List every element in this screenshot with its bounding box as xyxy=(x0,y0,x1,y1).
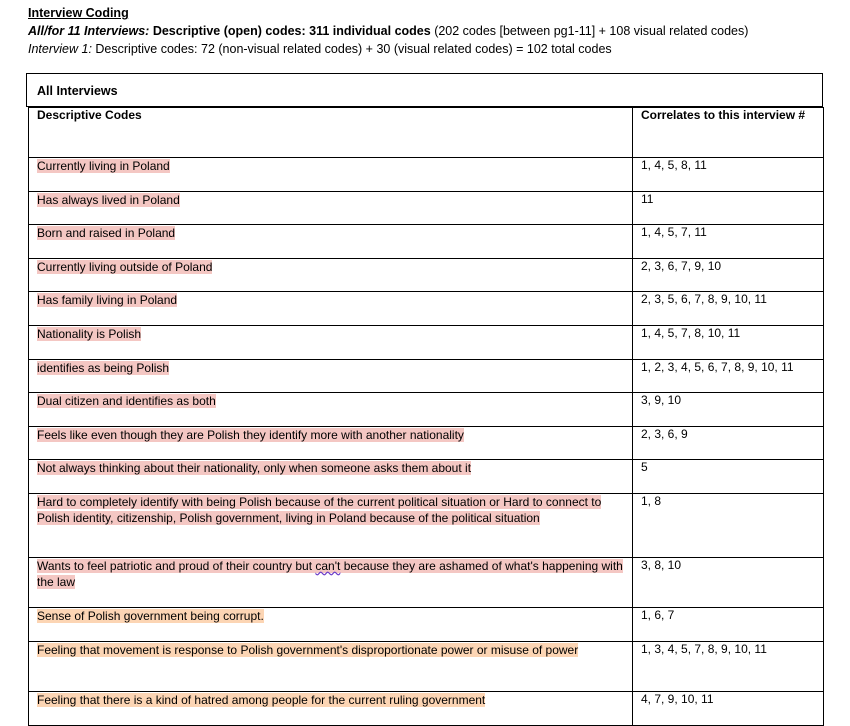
spellcheck-squiggle: can't xyxy=(315,559,341,573)
summary-all-interviews xyxy=(28,22,838,40)
table-row xyxy=(29,393,824,427)
codes-table xyxy=(28,107,824,726)
table-row xyxy=(29,158,824,192)
column-header-interviews: Correlates to this interview # xyxy=(633,108,824,158)
code-cell xyxy=(29,460,633,494)
summary-all-label: All/for 11 Interviews: xyxy=(28,24,150,38)
document-header xyxy=(28,4,838,58)
interviews-cell: 3, 9, 10 xyxy=(633,393,824,427)
code-cell xyxy=(29,192,633,225)
code-cell xyxy=(29,259,633,292)
table-row xyxy=(29,692,824,726)
code-cell xyxy=(29,608,633,642)
interviews-cell: 1, 4, 5, 7, 8, 10, 11 xyxy=(633,326,824,360)
table-header-row xyxy=(29,108,824,158)
code-text: Sense of Polish government being corrupt. xyxy=(37,609,264,623)
code-cell xyxy=(29,558,633,608)
code-text: Born and raised in Poland xyxy=(37,226,176,240)
code-text: Not always thinking about their nationality, only when someone asks them about it xyxy=(37,461,472,475)
interviews-cell: 5 xyxy=(633,460,824,494)
code-text: Feeling that there is a kind of hatred among people for the current ruling government xyxy=(37,693,486,707)
code-cell xyxy=(29,360,633,393)
code-cell xyxy=(29,326,633,360)
code-cell xyxy=(29,225,633,259)
code-text: Currently living in Poland xyxy=(37,159,170,173)
summary-i1-detail: Descriptive codes: 72 (non-visual related codes) + 30 (visual related codes) = 102 total codes xyxy=(95,42,612,56)
table-row xyxy=(29,642,824,692)
code-cell xyxy=(29,692,633,726)
table-row xyxy=(29,460,824,494)
interviews-cell: 1, 3, 4, 5, 7, 8, 9, 10, 11 xyxy=(633,642,824,692)
table-row xyxy=(29,427,824,460)
table-row xyxy=(29,259,824,292)
code-cell xyxy=(29,642,633,692)
interviews-cell: 1, 8 xyxy=(633,494,824,558)
document-title: Interview Coding xyxy=(28,6,129,20)
code-cell xyxy=(29,158,633,192)
interviews-cell: 1, 4, 5, 8, 11 xyxy=(633,158,824,192)
interviews-cell: 4, 7, 9, 10, 11 xyxy=(633,692,824,726)
table-row xyxy=(29,326,824,360)
table-row xyxy=(29,494,824,558)
column-header-codes: Descriptive Codes xyxy=(29,108,633,158)
code-text: Feeling that movement is response to Polish government's disproportionate power or misuse of power xyxy=(37,643,579,657)
code-text: Nationality is Polish xyxy=(37,327,142,341)
code-text: Hard to completely identify with being Polish because of the current political situation or Hard to connect to Polish identity, citizenship, Polish government, living in Poland because of the political situation xyxy=(37,495,602,525)
code-text: Currently living outside of Poland xyxy=(37,260,213,274)
code-text: Has family living in Poland xyxy=(37,293,178,307)
table-row xyxy=(29,225,824,259)
interviews-cell: 3, 8, 10 xyxy=(633,558,824,608)
code-cell xyxy=(29,393,633,427)
interviews-cell: 2, 3, 5, 6, 7, 8, 9, 10, 11 xyxy=(633,292,824,326)
code-text: Has always lived in Poland xyxy=(37,193,180,207)
section-title-box xyxy=(26,73,823,107)
interviews-cell: 2, 3, 6, 9 xyxy=(633,427,824,460)
code-cell xyxy=(29,427,633,460)
code-text: Wants to feel patriotic and proud of their country but can't because they are ashamed of what's happening with the law xyxy=(37,559,623,589)
summary-all-bold: Descriptive (open) codes: 311 individual codes xyxy=(152,24,431,38)
table-row xyxy=(29,292,824,326)
section-title: All Interviews xyxy=(37,84,118,98)
interviews-cell: 11 xyxy=(633,192,824,225)
interviews-cell: 1, 2, 3, 4, 5, 6, 7, 8, 9, 10, 11 xyxy=(633,360,824,393)
summary-interview-1 xyxy=(28,40,838,58)
table-row xyxy=(29,192,824,225)
summary-i1-label: Interview 1: xyxy=(28,42,92,56)
code-text: Dual citizen and identifies as both xyxy=(37,394,216,408)
interviews-cell: 1, 4, 5, 7, 11 xyxy=(633,225,824,259)
code-cell xyxy=(29,494,633,558)
interviews-cell: 2, 3, 6, 7, 9, 10 xyxy=(633,259,824,292)
summary-all-detail: (202 codes [between pg1-11] + 108 visual related codes) xyxy=(434,24,749,38)
table-row xyxy=(29,608,824,642)
table-row xyxy=(29,558,824,608)
interviews-cell: 1, 6, 7 xyxy=(633,608,824,642)
table-row xyxy=(29,360,824,393)
code-text: Feels like even though they are Polish they identify more with another nationality xyxy=(37,428,464,442)
code-text: identifies as being Polish xyxy=(37,361,170,375)
code-cell xyxy=(29,292,633,326)
